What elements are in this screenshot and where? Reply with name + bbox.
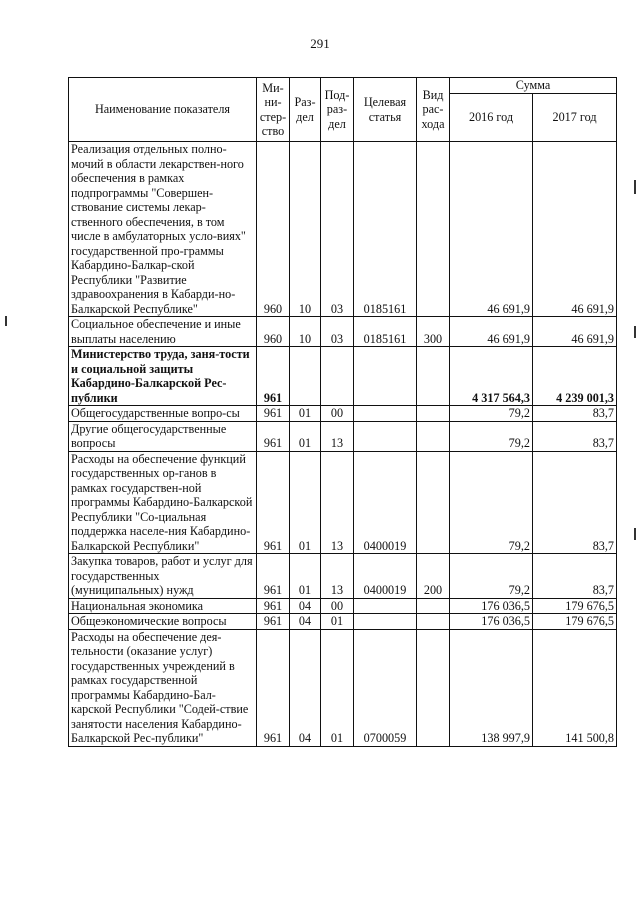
cell-subsection: 13 — [321, 554, 354, 599]
cell-2017: 46 691,9 — [533, 317, 617, 347]
table-row — [69, 614, 617, 630]
cell-expense-type — [417, 142, 450, 317]
cell-2016: 46 691,9 — [450, 317, 533, 347]
cell-article: 0185161 — [354, 142, 417, 317]
cell-section: 01 — [290, 406, 321, 422]
cell-ministry: 961 — [257, 347, 290, 406]
cell-section — [290, 347, 321, 406]
cell-section: 04 — [290, 629, 321, 746]
cell-article: 0400019 — [354, 451, 417, 554]
cell-section: 01 — [290, 421, 321, 451]
scan-edge-mark — [634, 528, 636, 540]
cell-2016: 79,2 — [450, 421, 533, 451]
cell-expense-type — [417, 598, 450, 614]
cell-expense-type — [417, 347, 450, 406]
header-article: Целевая статья — [354, 78, 417, 142]
cell-expense-type — [417, 421, 450, 451]
header-year-2017: 2017 год — [533, 94, 617, 142]
cell-section: 04 — [290, 614, 321, 630]
header-name: Наименование показателя — [69, 78, 257, 142]
cell-subsection: 13 — [321, 451, 354, 554]
table-row — [69, 554, 617, 599]
cell-2017: 46 691,9 — [533, 142, 617, 317]
cell-2016: 176 036,5 — [450, 614, 533, 630]
cell-ministry: 961 — [257, 614, 290, 630]
scan-edge-mark — [634, 180, 636, 194]
cell-name: Социальное обеспечение и иные выплаты населению — [69, 317, 257, 347]
table-body — [69, 142, 617, 747]
cell-section: 01 — [290, 451, 321, 554]
cell-subsection: 01 — [321, 629, 354, 746]
cell-2016: 4 317 564,3 — [450, 347, 533, 406]
cell-name: Министерство труда, заня-тости и социальной защиты Кабардино-Балкарской Рес-публики — [69, 347, 257, 406]
cell-ministry: 961 — [257, 554, 290, 599]
cell-name: Расходы на обеспечение дея-тельности (оказание услуг) государственных учреждений в рамках государственной программы Кабардино-Бал-карской Республики "Содей-ствие занятости населения Кабардино-Балкарской Рес-публики" — [69, 629, 257, 746]
cell-expense-type — [417, 614, 450, 630]
cell-subsection: 01 — [321, 614, 354, 630]
page-number: 291 — [310, 36, 330, 51]
cell-name: Реализация отдельных полно-мочий в области лекарствен-ного обеспечения в рамках подпрограммы "Совершен-ствование системы лекар-ственного обеспечения, в том числе в амбулаторных усло-виях" государственной про-граммы Кабардино-Балкар-ской Республики "Развитие здравоохранения в Кабарди-но-Балкарской Республике" — [69, 142, 257, 317]
header-ministry: Ми-ни-стер-ство — [257, 78, 290, 142]
cell-2017: 179 676,5 — [533, 614, 617, 630]
cell-2017: 83,7 — [533, 554, 617, 599]
cell-expense-type — [417, 406, 450, 422]
cell-section: 10 — [290, 317, 321, 347]
cell-subsection — [321, 347, 354, 406]
table-row — [69, 598, 617, 614]
cell-2016: 79,2 — [450, 554, 533, 599]
header-year-2016: 2016 год — [450, 94, 533, 142]
table-row — [69, 451, 617, 554]
cell-article — [354, 421, 417, 451]
header-section: Раз-дел — [290, 78, 321, 142]
cell-name: Национальная экономика — [69, 598, 257, 614]
cell-name: Другие общегосударственные вопросы — [69, 421, 257, 451]
cell-subsection: 00 — [321, 406, 354, 422]
cell-article: 0400019 — [354, 554, 417, 599]
cell-2017: 141 500,8 — [533, 629, 617, 746]
cell-2017: 83,7 — [533, 451, 617, 554]
cell-ministry: 961 — [257, 421, 290, 451]
cell-2017: 83,7 — [533, 406, 617, 422]
cell-ministry: 961 — [257, 451, 290, 554]
cell-section: 10 — [290, 142, 321, 317]
scan-edge-mark — [5, 316, 7, 326]
cell-subsection: 13 — [321, 421, 354, 451]
cell-2016: 79,2 — [450, 406, 533, 422]
cell-article — [354, 406, 417, 422]
cell-ministry: 960 — [257, 317, 290, 347]
scan-edge-mark — [634, 326, 636, 338]
cell-section: 04 — [290, 598, 321, 614]
cell-name: Общегосударственные вопро-сы — [69, 406, 257, 422]
cell-expense-type: 300 — [417, 317, 450, 347]
table-row — [69, 317, 617, 347]
cell-article — [354, 614, 417, 630]
cell-ministry: 961 — [257, 629, 290, 746]
table-row — [69, 142, 617, 317]
cell-2017: 4 239 001,3 — [533, 347, 617, 406]
cell-2016: 138 997,9 — [450, 629, 533, 746]
cell-2017: 179 676,5 — [533, 598, 617, 614]
cell-section: 01 — [290, 554, 321, 599]
cell-expense-type — [417, 629, 450, 746]
cell-2017: 83,7 — [533, 421, 617, 451]
cell-ministry: 961 — [257, 598, 290, 614]
cell-name: Расходы на обеспечение функций государственных ор-ганов в рамках государствен-ной программы Кабардино-Балкарской Республики "Со-циальная поддержка населе-ния Кабардино-Балкарской Республики" — [69, 451, 257, 554]
table-row — [69, 421, 617, 451]
cell-article: 0185161 — [354, 317, 417, 347]
cell-2016: 176 036,5 — [450, 598, 533, 614]
table-row — [69, 347, 617, 406]
cell-expense-type — [417, 451, 450, 554]
cell-article: 0700059 — [354, 629, 417, 746]
cell-2016: 46 691,9 — [450, 142, 533, 317]
cell-name: Общеэкономические вопросы — [69, 614, 257, 630]
cell-name: Закупка товаров, работ и услуг для государственных (муниципальных) нужд — [69, 554, 257, 599]
cell-article — [354, 598, 417, 614]
header-sum: Сумма — [450, 78, 617, 94]
cell-subsection: 03 — [321, 142, 354, 317]
cell-subsection: 00 — [321, 598, 354, 614]
cell-ministry: 960 — [257, 142, 290, 317]
cell-ministry: 961 — [257, 406, 290, 422]
table-row — [69, 406, 617, 422]
cell-expense-type: 200 — [417, 554, 450, 599]
header-subsection: Под-раз-дел — [321, 78, 354, 142]
cell-article — [354, 347, 417, 406]
cell-2016: 79,2 — [450, 451, 533, 554]
budget-table — [68, 77, 617, 747]
table-row — [69, 629, 617, 746]
cell-subsection: 03 — [321, 317, 354, 347]
header-expense-type: Вид рас-хода — [417, 78, 450, 142]
